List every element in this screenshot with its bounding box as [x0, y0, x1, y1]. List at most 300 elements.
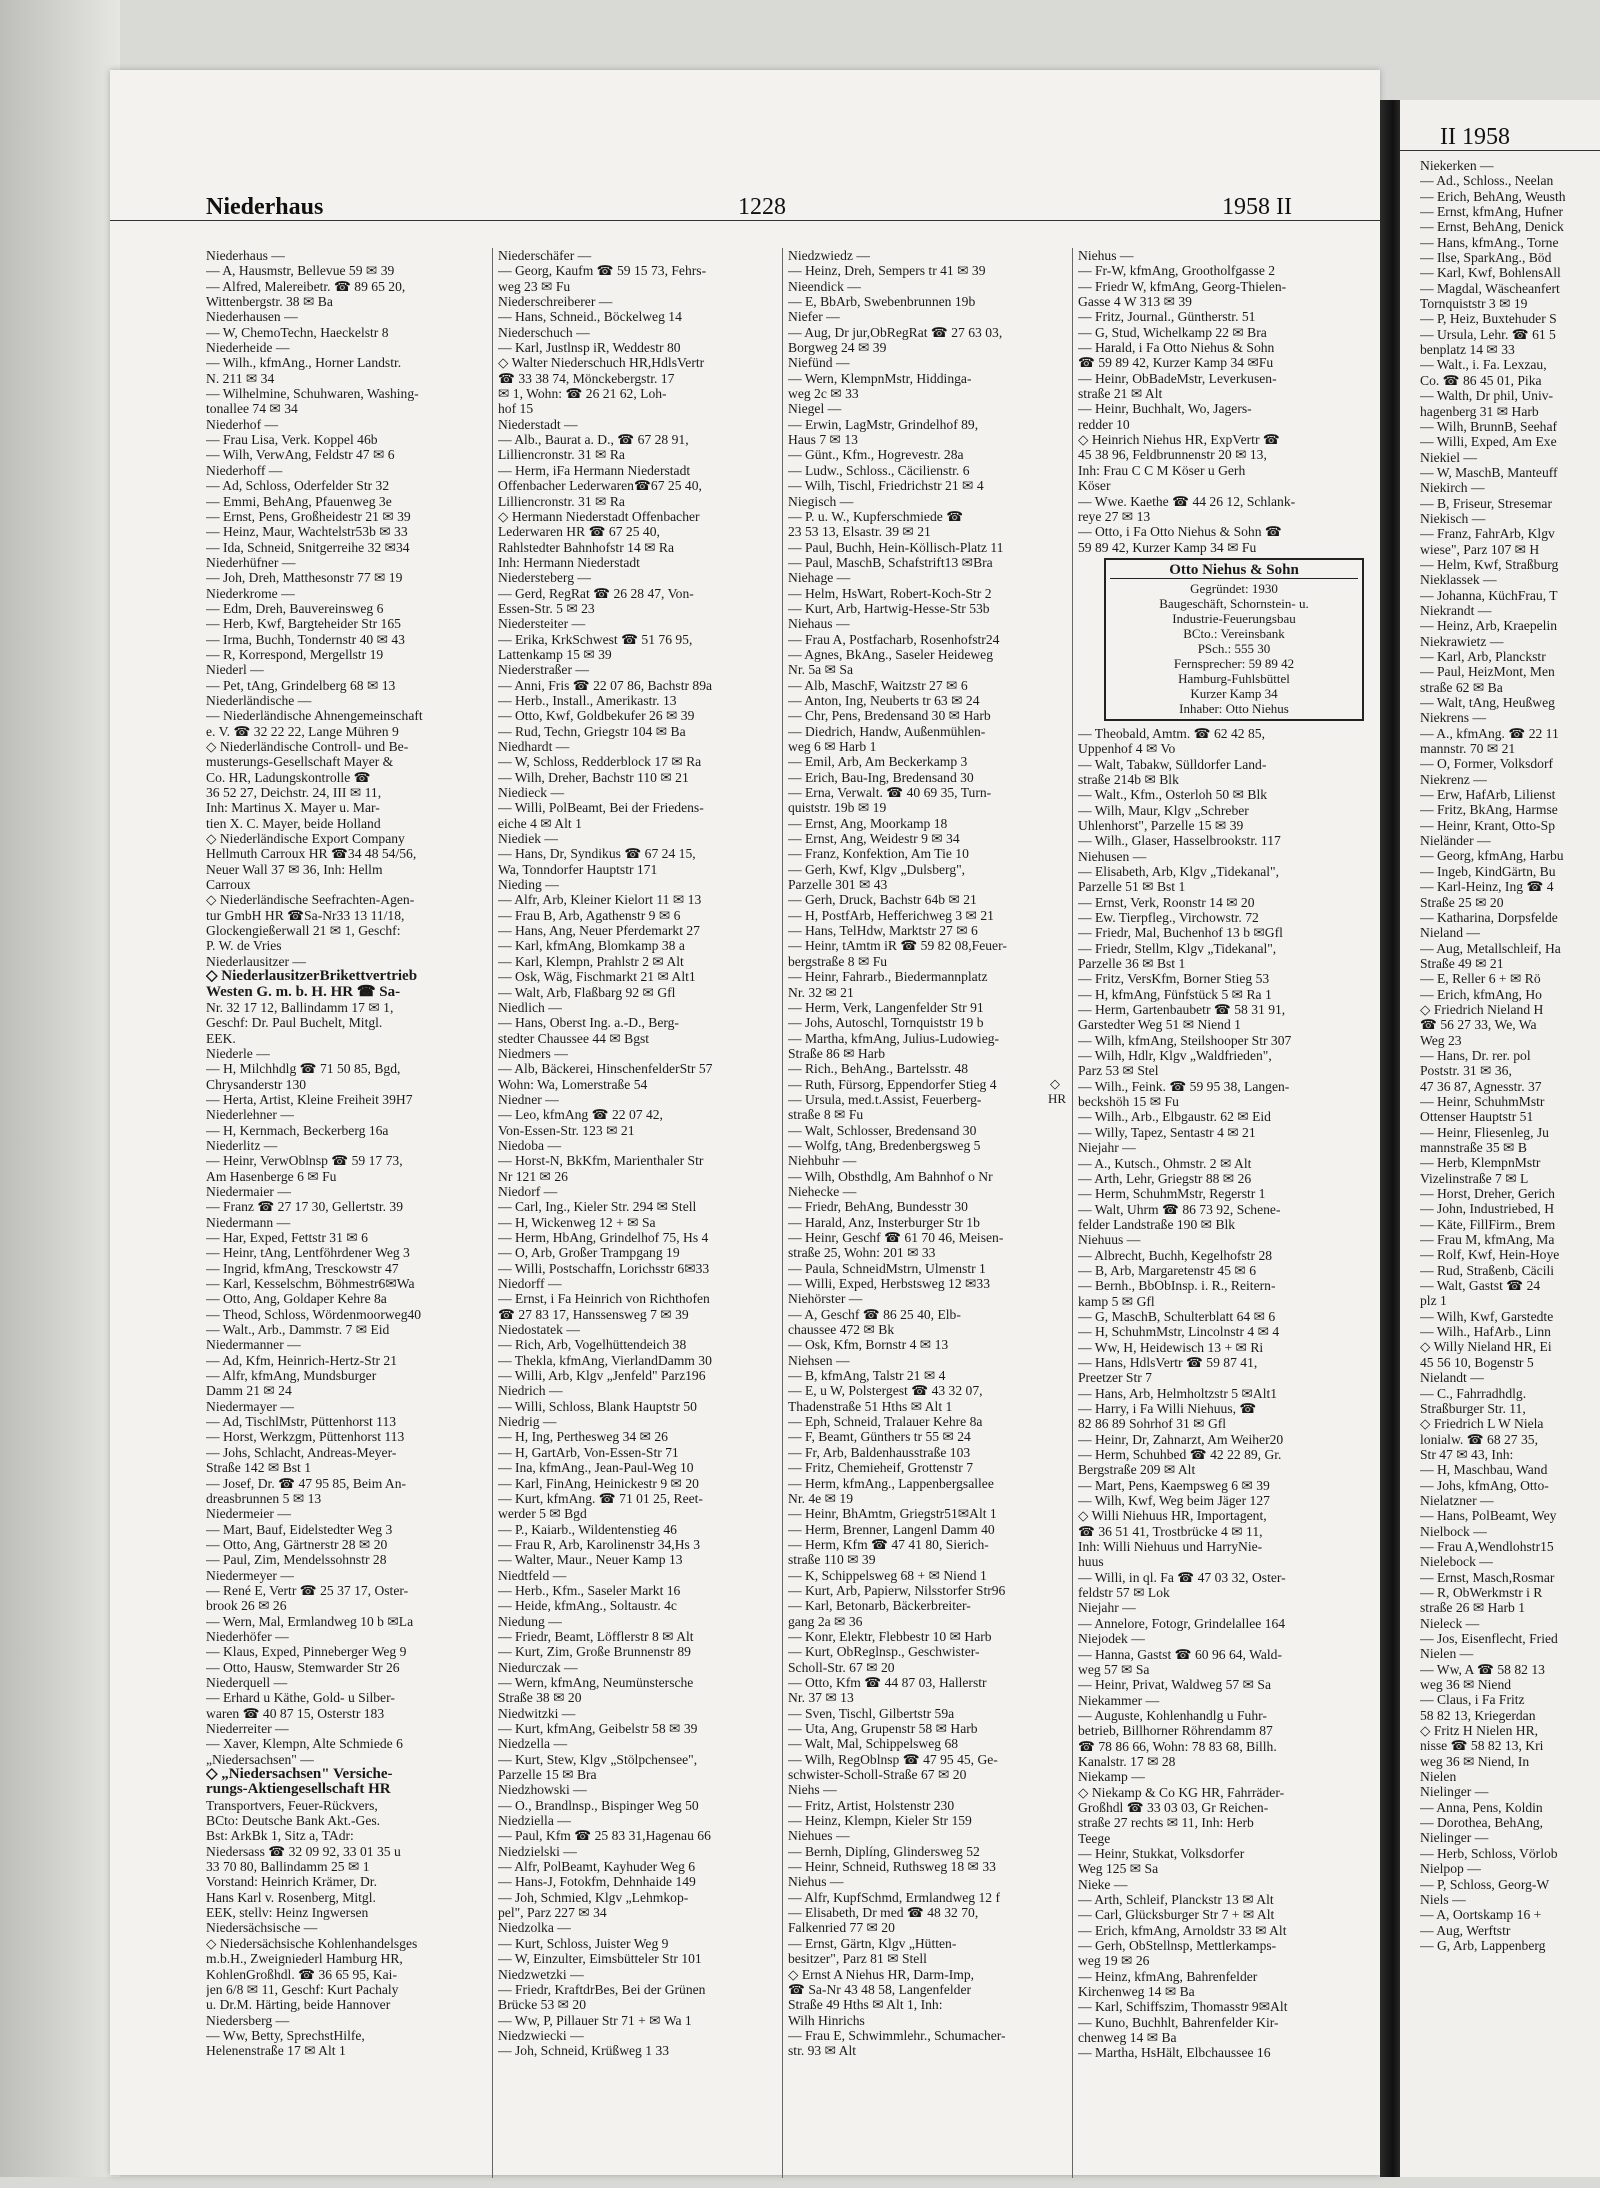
directory-entry: — E, BbArb, Swebenbrunnen 19b [788, 294, 976, 310]
directory-entry: Damm 21 ✉ 24 [206, 1383, 292, 1399]
directory-entry: Niederquell — [206, 1674, 288, 1690]
directory-entry: — Kuno, Buchhlt, Bahrenfelder Kir- [1078, 2014, 1279, 2030]
directory-entry: — Heinr, tAmtm iR ☎ 59 82 08,Feuer- [788, 938, 1007, 954]
directory-entry: tonallee 74 ✉ 34 [206, 401, 298, 417]
directory-entry: — Otto, Kfm ☎ 44 87 03, Hallerstr [788, 1674, 987, 1690]
facing-page-entry: Nieländer — [1420, 833, 1491, 849]
directory-entry: straße 8 ✉ Fu [788, 1107, 864, 1123]
directory-entry: Inh: Frau C C M Köser u Gerh [1078, 462, 1246, 478]
directory-entry: — Heinz, kfmAng, Bahrenfelder [1078, 1968, 1258, 1984]
facing-page-entry: — E, Reller 6 + ✉ Rö [1420, 971, 1541, 987]
facing-page-entry: — R, ObWerkmstr i R [1420, 1584, 1543, 1600]
directory-entry: redder 10 [1078, 416, 1130, 432]
directory-entry: — Heinr, VerwOblnsp ☎ 59 17 73, [206, 1153, 403, 1169]
facing-page-entry: Niekerken — [1420, 158, 1494, 173]
facing-page-entry: ◇ Friedrich L W Niela [1420, 1416, 1544, 1432]
facing-page-entry: 58 82 13, Kriegerdan [1420, 1707, 1536, 1723]
directory-entry: Niediek — [498, 831, 559, 847]
directory-entry: — Osk, Kfm, Bornstr 4 ✉ 13 [788, 1337, 949, 1353]
directory-entry: Niederstadt — [498, 416, 578, 432]
directory-entry: Niederschuch — [498, 324, 590, 340]
directory-entry: — Fritz, VersKfm, Borner Stieg 53 [1078, 971, 1270, 987]
directory-entry: bergstraße 8 ✉ Fu [788, 953, 888, 969]
directory-entry: — Wern, Mal, Ermlandweg 10 b ✉La [206, 1613, 414, 1629]
directory-entry: — Diedrich, Handw, Außenmühlen- [788, 723, 986, 739]
directory-entry: — Karl, Klempn, Prahlstr 2 ✉ Alt [498, 953, 684, 969]
directory-entry: N. 211 ✉ 34 [206, 370, 275, 386]
facing-page-entry: — Walt, tAng, Heußweg [1420, 695, 1555, 711]
directory-entry: — Wilh, RegOblnsp ☎ 47 95 45, Ge- [788, 1751, 998, 1767]
directory-entry: Niedung — [498, 1613, 562, 1629]
directory-entry: — Heinz, Dreh, Sempers tr 41 ✉ 39 [788, 263, 986, 279]
facing-page-entry: — Magdal, Wäscheanfert [1420, 280, 1560, 296]
directory-entry: — Karl, FinAng, Heinickestr 9 ✉ 20 [498, 1475, 699, 1491]
directory-entry: Niedermeier — [206, 1506, 291, 1522]
directory-entry: — Irma, Buchh, Tondernstr 40 ✉ 43 [206, 631, 405, 647]
directory-entry: — Ursula, med.t.Assist, Feuerberg- [788, 1091, 982, 1107]
directory-entry: — Alfr, kfmAng, Mundsburger [206, 1368, 377, 1384]
directory-entry: Niedmers — [498, 1045, 568, 1061]
directory-entry: Straße 142 ✉ Bst 1 [206, 1460, 312, 1476]
facing-page-entry: — Claus, i Fa Fritz [1420, 1692, 1525, 1708]
directory-entry: schwister-Scholl-Straße 67 ✉ 20 [788, 1767, 967, 1783]
directory-entry: Niehus — [1078, 248, 1134, 263]
directory-entry: ◇ Heinrich Niehus HR, ExpVertr ☎ [1078, 432, 1280, 448]
directory-entry: dreasbrunnen 5 ✉ 13 [206, 1490, 322, 1506]
directory-entry: — Leo, kfmAng ☎ 22 07 42, [498, 1107, 663, 1123]
ad-line: Hamburg-Fuhlsbüttel [1178, 670, 1290, 686]
directory-entry: ☎ 78 86 66, Wohn: 78 83 68, Billh. [1078, 1738, 1277, 1754]
directory-entry: — Heide, kfmAng., Soltaustr. 4c [498, 1598, 677, 1614]
side-marker-hr: HR [1048, 1091, 1067, 1106]
facing-page-entry: — Erich, kfmAng, Ho [1420, 986, 1542, 1002]
facing-page-entry: 45 56 10, Bogenstr 5 [1420, 1354, 1534, 1370]
ad-line: Fernsprecher: 59 89 42 [1173, 655, 1295, 671]
column-divider [492, 248, 493, 2178]
directory-entry: — Heinr, Dr, Zahnarzt, Am Weiher20 [1078, 1431, 1284, 1447]
directory-entry: u. Dr.M. Härting, beide Hannover [206, 1997, 391, 2013]
facing-page-entry: — Wilh, BrunnB, Seehaf [1420, 418, 1558, 434]
directory-entry: — Josef, Dr. ☎ 47 95 85, Beim An- [206, 1475, 407, 1491]
directory-entry: Niederreiter — [206, 1721, 289, 1736]
directory-entry: Niedzwetzki — [498, 1966, 584, 1982]
directory-entry: Parzelle 15 ✉ Bra [498, 1767, 597, 1783]
directory-entry: — Ruth, Fürsorg, Eppendorfer Stieg 4 [788, 1076, 997, 1092]
directory-entry: — Emil, Arb, Am Beckerkamp 3 [788, 754, 968, 770]
directory-entry: — Karl, Kesselschm, Böhmestr6✉Wa [206, 1276, 415, 1292]
directory-entry: Niehuus — [1078, 1232, 1141, 1248]
directory-entry: quiststr. 19b ✉ 19 [788, 800, 887, 816]
directory-entry: — Fr-W, kfmAng, Grootholfgasse 2 [1078, 263, 1276, 279]
directory-entry: Niedermanner — [206, 1337, 301, 1353]
directory-entry: — Ew. Tierpfleg., Virchowstr. 72 [1078, 910, 1259, 925]
directory-entry: brook 26 ✉ 26 [206, 1598, 287, 1614]
directory-entry: chenweg 14 ✉ Ba [1078, 2030, 1177, 2046]
directory-entry: — E, u W, Polstergest ☎ 43 32 07, [788, 1383, 983, 1399]
facing-page-entry: Co. ☎ 86 45 01, Pika [1420, 372, 1542, 388]
directory-entry: 45 38 96, Feldbrunnenstr 20 ✉ 13, [1078, 447, 1267, 463]
directory-entry: Niederlehner — [206, 1107, 294, 1123]
directory-entry: Nr. 4e ✉ 19 [788, 1490, 854, 1506]
directory-entry: Niedersass ☎ 32 09 92, 33 01 35 u [206, 1843, 401, 1859]
directory-entry: EEK. [206, 1030, 236, 1046]
facing-page-entry: — Walt., i. Fa. Lexzau, [1420, 357, 1547, 373]
directory-entry: — Hans, Arb, Helmholtzstr 5 ✉Alt1 [1078, 1385, 1278, 1401]
directory-entry: straße 110 ✉ 39 [788, 1552, 876, 1568]
directory-entry: Parzelle 36 ✉ Bst 1 [1078, 956, 1186, 972]
facing-page-entry: — Horst, Dreher, Gerich [1420, 1186, 1555, 1202]
directory-entry: — Hans, HdlsVertr ☎ 59 87 41, [1078, 1354, 1258, 1370]
directory-entry: Niederkrome — [206, 585, 295, 601]
directory-entry: — Kurt, Stew, Klgv „Stölpchensee", [498, 1751, 698, 1767]
directory-entry: — Wilh., Feink. ☎ 59 95 38, Langen- [1078, 1078, 1290, 1094]
directory-entry: Niefünd — [788, 355, 850, 371]
facing-page-entry: Niekiel — [1420, 449, 1478, 465]
facing-page-entry: — A, Oortskamp 16 + [1420, 1907, 1542, 1923]
directory-entry: ◇ „Niedersachsen" Versiche- [206, 1766, 393, 1783]
directory-entry: Niekamp — [1078, 1769, 1145, 1785]
directory-entry: Parz 53 ✉ Stel [1078, 1063, 1159, 1079]
directory-entry: — Karl, kfmAng, Blomkamp 38 a [498, 938, 685, 954]
directory-entry: — Uta, Ang, Grupenstr 58 ✉ Harb [788, 1721, 978, 1736]
directory-entry: — Paul, Zim, Mendelssohnstr 28 [206, 1552, 387, 1568]
directory-entry: — H, GartArb, Von-Essen-Str 71 [498, 1444, 679, 1460]
directory-entry: weg 19 ✉ 26 [1078, 1953, 1150, 1969]
directory-entry: — O., Brandlnsp., Bispinger Weg 50 [498, 1797, 699, 1813]
ad-line: PSch.: 555 30 [1197, 640, 1271, 656]
facing-page-entry: — B, Friseur, Stresemar [1420, 495, 1552, 511]
directory-entry: — Herm, Kfm ☎ 47 41 80, Sierich- [788, 1536, 989, 1552]
directory-entry: — Ernst, Gärtn, Klgv „Hütten- [788, 1935, 957, 1951]
directory-entry: Niedrig — [498, 1414, 557, 1430]
directory-entry: — Joh, Schneid, Krüßweg 1 33 [498, 2043, 670, 2059]
directory-entry: — Fr, Arb, Baldenhausstraße 103 [788, 1444, 971, 1460]
directory-entry: pel", Parz 227 ✉ 34 [498, 1905, 607, 1921]
directory-entry: — Alfr, Arb, Kleiner Kielort 11 ✉ 13 [498, 892, 702, 908]
directory-entry: — Otto, Hausw, Stemwarder Str 26 [206, 1659, 400, 1675]
directory-entry: Niederlausitzer — [206, 953, 307, 969]
facing-page-entry: Niekisch — [1420, 510, 1486, 526]
directory-entry: ✉ 1, Wohn: ☎ 26 21 62, Loh- [498, 386, 667, 402]
facing-page-entry: — Ww, A ☎ 58 82 13 [1420, 1661, 1545, 1677]
directory-entry: ◇ Niedersächsische Kohlenhandelsges [206, 1935, 418, 1951]
directory-entry: — Erich, Bau-Ing, Bredensand 30 [788, 769, 974, 785]
directory-entry: — B, kfmAng, Talstr 21 ✉ 4 [788, 1368, 946, 1384]
directory-entry: — Günt., Kfm., Hogrevestr. 28a [788, 447, 964, 463]
facing-page-entry: — Herb, Schloss, Vörlob [1420, 1845, 1558, 1861]
directory-entry: — Wilh., kfmAng., Horner Landstr. [206, 355, 402, 371]
directory-entry: — Otto, i Fa Otto Niehus & Sohn ☎ [1078, 524, 1282, 540]
facing-page-entry: — Paul, HeizMont, Men [1420, 664, 1555, 680]
ad-line: Gegründet: 1930 [1190, 580, 1278, 596]
directory-entry: — Heinr, Geschf ☎ 61 70 46, Meisen- [788, 1230, 1004, 1245]
directory-entry: Niederhaus — [206, 248, 285, 263]
directory-entry: waren ☎ 40 87 15, Osterstr 183 [206, 1705, 385, 1721]
directory-entry: — Wwe. Kaethe ☎ 44 26 12, Schlank- [1078, 493, 1296, 509]
directory-entry: ☎ 27 83 17, Hanssensweg 7 ✉ 39 [498, 1306, 689, 1322]
facing-page-entry: — Hans, PolBeamt, Wey [1420, 1508, 1557, 1524]
facing-page-entry: — Ursula, Lehr. ☎ 61 5 [1420, 326, 1556, 342]
facing-page-entry: — Katharina, Dorpsfelde [1420, 909, 1558, 925]
directory-entry: 82 86 89 Sohrhof 31 ✉ Gfl [1078, 1416, 1227, 1432]
directory-entry: Rahlstedter Bahnhofstr 14 ✉ Ra [498, 539, 674, 555]
directory-entry: — Walt., Arb., Dammstr. 7 ✉ Eid [206, 1322, 390, 1338]
directory-entry: Niedzielski — [498, 1843, 577, 1859]
facing-page-entry: — Frau A,Wendlohstr15 [1420, 1538, 1554, 1554]
directory-entry: Niederhöfer — [206, 1628, 289, 1644]
directory-entry: — Martha, HsHält, Elbchaussee 16 [1078, 2045, 1271, 2061]
directory-entry: Niehbuhr — [788, 1153, 857, 1169]
directory-entry: Nr. 32 ✉ 21 [788, 984, 854, 1000]
directory-entry: — Willi, Arb, Klgv „Jenfeld" Parz196 [498, 1368, 706, 1384]
directory-entry: Niehsen — [788, 1352, 850, 1368]
facing-page-entry: — W, MaschB, Manteuff [1420, 464, 1558, 480]
directory-entry: musterungs-Gesellschaft Mayer & [206, 754, 394, 770]
directory-entry: Teege [1078, 1830, 1111, 1846]
directory-entry: Niederhoff — [206, 462, 283, 478]
facing-page-entry: — Karl-Heinz, Ing ☎ 4 [1420, 879, 1554, 895]
facing-page-entry: — Frau M, kfmAng, Ma [1420, 1232, 1555, 1248]
directory-entry: Helenenstraße 17 ✉ Alt 1 [206, 2043, 346, 2059]
directory-entry: — Karl, Schiffszim, Thomasstr 9✉Alt [1078, 1999, 1288, 2015]
directory-entry: felder Landstraße 190 ✉ Blk [1078, 1216, 1236, 1232]
facing-page-entry: — Käte, FillFirm., Brem [1420, 1216, 1556, 1232]
directory-entry: weg 57 ✉ Sa [1078, 1661, 1150, 1677]
directory-entry: Von-Essen-Str. 123 ✉ 21 [498, 1122, 635, 1138]
page-header [110, 180, 1380, 221]
directory-entry: — Paul, Kfm ☎ 25 83 31,Hagenau 66 [498, 1828, 711, 1844]
facing-page-entry: ◇ Willy Nieland HR, Ei [1420, 1339, 1552, 1355]
directory-entry: — Friedr, BehAng, Bundesstr 30 [788, 1199, 968, 1215]
directory-entry: — Johs, Autoschl, Tornquiststr 19 b [788, 1015, 984, 1031]
directory-entry: — Kurt, Schloss, Juister Weg 9 [498, 1935, 669, 1951]
directory-entry: — Ernst, Ang, Moorkamp 18 [788, 815, 948, 831]
facing-page-entry: — Heinr, Krant, Otto-Sp [1420, 817, 1555, 833]
directory-entry: Niederschäfer — [498, 248, 592, 263]
directory-entry: Hans Karl v. Rosenberg, Mitgl. [206, 1889, 376, 1905]
directory-entry: — Hans, Schneid., Böckelweg 14 [498, 309, 682, 325]
directory-entry: — A, Hausmstr, Bellevue 59 ✉ 39 [206, 263, 395, 279]
directory-entry: — Ernst, i Fa Heinrich von Richthofen [498, 1291, 710, 1307]
directory-entry: — Kurt, kfmAng, Geibelstr 58 ✉ 39 [498, 1721, 698, 1736]
directory-entry: Niederländische — [206, 692, 312, 708]
directory-entry: hof 15 [498, 401, 534, 417]
directory-entry: — Ww, H, Heidewisch 13 + ✉ Ri [1078, 1339, 1264, 1355]
facing-page-entry: — Georg, kfmAng, Harbu [1420, 848, 1564, 864]
directory-entry: Niederhof — [206, 416, 279, 432]
directory-entry: Niedziella — [498, 1813, 571, 1829]
directory-entry: ◇ Hermann Niederstadt Offenbacher [498, 508, 700, 524]
facing-page-entry: — P, Heiz, Buxtehuder S [1420, 311, 1557, 327]
directory-entry: Niedwitzki — [498, 1705, 576, 1721]
directory-entry: Niedermayer — [206, 1398, 294, 1414]
directory-entry: Niekammer — [1078, 1692, 1160, 1708]
directory-entry: — Carl, Glücksburger Str 7 + ✉ Alt [1078, 1907, 1275, 1923]
directory-entry: 59 89 42, Kurzer Kamp 34 ✉ Fu [1078, 539, 1257, 555]
directory-entry: Lilliencronstr. 31 ✉ Ra [498, 447, 625, 463]
directory-entry: — Wern, kfmAng, Neumünstersche [498, 1674, 694, 1690]
page-number: 1228 [738, 194, 786, 220]
directory-entry: — Ingrid, kfmAng, Tresckowstr 47 [206, 1260, 399, 1276]
directory-entry: — Walt, Schlosser, Bredensand 30 [788, 1122, 977, 1138]
directory-entry: Geschf: Dr. Paul Buchelt, Mitgl. [206, 1015, 383, 1031]
directory-entry: — Mart, Pens, Kaempsweg 6 ✉ 39 [1078, 1477, 1270, 1493]
facing-page-entry: Nielinger — [1420, 1830, 1489, 1846]
directory-entry: — Ida, Schneid, Snitgerreihe 32 ✉34 [206, 539, 410, 555]
facing-page-entry: mannstr. 70 ✉ 21 [1420, 741, 1516, 757]
directory-entry: — Willi, Exped, Herbstsweg 12 ✉33 [788, 1276, 991, 1292]
facing-page [1400, 100, 1600, 2177]
directory-entry: besitzer", Parz 81 ✉ Stell [788, 1951, 927, 1967]
directory-entry: — Willy, Tapez, Sentastr 4 ✉ 21 [1078, 1124, 1256, 1140]
directory-entry: Uppenhof 4 ✉ Vo [1078, 741, 1176, 757]
directory-entry: Nr. 32 17 12, Ballindamm 17 ✉ 1, [206, 999, 394, 1015]
directory-entry: Wilh Hinrichs [788, 2012, 865, 2028]
directory-entry: — P. u. W., Kupferschmiede ☎ [788, 508, 964, 524]
directory-entry: — Kurt, Zim, Große Brunnenstr 89 [498, 1644, 691, 1660]
facing-page-entry: — Walt, Gastst ☎ 24 [1420, 1278, 1541, 1294]
directory-entry: — Wilh., Glaser, Hasselbrookstr. 117 [1078, 833, 1281, 849]
facing-page-entry: — Ad., Schloss., Neelan [1420, 173, 1554, 189]
column-divider [1072, 248, 1073, 2178]
facing-page-entry: Niekrens — [1420, 710, 1487, 726]
directory-entry: Niederhausen — [206, 309, 298, 325]
facing-page-entry: — Ernst, BehAng, Denick [1420, 219, 1564, 235]
facing-page-entry: lonialw. ☎ 68 27 35, [1420, 1431, 1538, 1447]
directory-entry: — Har, Exped, Fettstr 31 ✉ 6 [206, 1230, 368, 1245]
directory-entry: ◇ NiederlausitzerBrikettvertrieb [206, 968, 418, 985]
directory-entry: Brücke 53 ✉ 20 [498, 1997, 587, 2013]
directory-entry: — Willi, Postschaffn, Lorichsstr 6✉33 [498, 1260, 710, 1276]
directory-entry: Niedieck — [498, 785, 565, 801]
facing-page-entry: — A., kfmAng. ☎ 22 11 [1420, 725, 1559, 741]
directory-entry: — Walt, Mal, Schippelsweg 68 [788, 1736, 959, 1752]
directory-entry: — Anni, Fris ☎ 22 07 86, Bachstr 89a [498, 677, 713, 693]
facing-page-entry: Nielatzner — [1420, 1492, 1494, 1508]
directory-entry: — Paula, SchneidMstrn, Ulmenstr 1 [788, 1260, 986, 1276]
facing-page-entry: — Johs, kfmAng, Otto- [1420, 1477, 1549, 1493]
column-divider [782, 248, 783, 2178]
directory-entry: — Erhard u Käthe, Gold- u Silber- [206, 1690, 395, 1706]
facing-page-entry: — Franz, FahrArb, Klgv [1420, 526, 1555, 542]
directory-entry: — Alfr, KupfSchmd, Ermlandweg 12 f [788, 1889, 1001, 1905]
directory-entry: gang 2a ✉ 36 [788, 1613, 863, 1629]
facing-page-entry: — Wilh., HafArb., Linn [1420, 1324, 1551, 1340]
directory-entry: „Niedersachsen" — [206, 1751, 314, 1767]
facing-page-entry: straße 62 ✉ Ba [1420, 679, 1503, 695]
directory-entry: — René E, Vertr ☎ 25 37 17, Oster- [206, 1582, 409, 1598]
directory-entry: — Ludw., Schloss., Cäcilienstr. 6 [788, 462, 970, 478]
directory-entry: weg 2c ✉ 33 [788, 386, 859, 402]
directory-entry: — Arth, Lehr, Griegstr 88 ✉ 26 [1078, 1170, 1252, 1186]
directory-entry: — Walter, Maur., Neuer Kamp 13 [498, 1552, 683, 1568]
directory-entry: — P., Kaiarb., Wildentenstieg 46 [498, 1521, 677, 1537]
directory-entry: Niedzhowski — [498, 1782, 587, 1798]
directory-entry: ◇ Niederländische Seefrachten-Agen- [206, 892, 415, 908]
directory-entry: — Frau E, Schwimmlehr., Schumacher- [788, 2027, 1006, 2043]
directory-entry: 23 53 13, Elsastr. 39 ✉ 21 [788, 524, 931, 540]
directory-entry: — Alb., Baurat a. D., ☎ 67 28 91, [498, 432, 689, 448]
directory-entry: — Herm, Brenner, Langenl Damm 40 [788, 1521, 995, 1537]
directory-entry: — Kurt, kfmAng. ☎ 71 01 25, Reet- [498, 1490, 703, 1506]
directory-entry: reye 27 ✉ 13 [1078, 508, 1151, 524]
directory-entry: Transportvers, Feuer-Rückvers, [206, 1797, 378, 1813]
directory-entry: Niehage — [788, 570, 851, 586]
directory-entry: EEK, stellv: Heinz Ingwersen [206, 1905, 369, 1921]
directory-entry: — Walt, Arb, Flaßbarg 92 ✉ Gfl [498, 984, 676, 1000]
facing-page-entry: plz 1 [1420, 1293, 1447, 1309]
directory-entry: — Mart, Bauf, Eidelstedter Weg 3 [206, 1521, 393, 1537]
ad-line: BCto.: Vereinsbank [1183, 625, 1285, 641]
directory-entry: Nr. 37 ✉ 13 [788, 1690, 854, 1706]
column-2 [498, 248, 776, 2188]
facing-page-entry: Niels — [1420, 1891, 1466, 1907]
directory-entry: Niejodek — [1078, 1631, 1145, 1647]
facing-page-entry: — Heinr, Fliesenleg, Ju [1420, 1124, 1549, 1140]
directory-entry: Niehaus — [788, 616, 850, 632]
directory-entry: Uhlenhorst", Parzelle 15 ✉ 39 [1078, 817, 1244, 833]
directory-entry: BCto: Deutsche Bank Akt.-Ges. [206, 1813, 381, 1829]
facing-page-entry: Nielandt — [1420, 1370, 1484, 1386]
directory-entry: — Karl, Betonarb, Bäckerbreiter- [788, 1598, 971, 1614]
directory-entry: — G, MaschB, Schulterblatt 64 ✉ 6 [1078, 1308, 1276, 1324]
directory-entry: — Helm, HsWart, Robert-Koch-Str 2 [788, 585, 992, 601]
directory-entry: — B, Arb, Margaretenstr 45 ✉ 6 [1078, 1262, 1257, 1278]
directory-entry: Niedersteiter — [498, 616, 586, 632]
directory-entry: Neuer Wall 37 ✉ 36, Inh: Hellm [206, 861, 383, 877]
facing-page-entry: mannstraße 35 ✉ B [1420, 1140, 1527, 1155]
directory-entry: — Harald, Anz, Insterburger Str 1b [788, 1214, 980, 1230]
facing-page-entry: — G, Arb, Lappenberg [1420, 1937, 1546, 1953]
facing-page-entry: Straßburger Str. 11, [1420, 1400, 1526, 1416]
directory-entry: — Heinr, Privat, Waldweg 57 ✉ Sa [1078, 1677, 1271, 1693]
directory-entry: — Ernst, Verk, Roonstr 14 ✉ 20 [1078, 894, 1255, 910]
directory-entry: Wohn: Wa, Lomerstraße 54 [498, 1076, 648, 1092]
facing-page-entry: ☎ 56 27 33, We, Wa [1420, 1017, 1537, 1033]
facing-page-entry: — P, Schloss, Georg-W [1420, 1876, 1550, 1892]
ad-line: Industrie-Feuerungsbau [1172, 610, 1296, 626]
directory-entry: Niedlich — [498, 999, 562, 1015]
facing-page-entry: — Walth, Dr phil, Univ- [1420, 388, 1554, 404]
directory-entry: — Ad, Schloss, Oderfelder Str 32 [206, 478, 390, 494]
directory-entry: — Elisabeth, Arb, Klgv „Tidekanal", [1078, 863, 1279, 879]
directory-entry: — Otto, Ang, Gärtnerstr 28 ✉ 20 [206, 1536, 388, 1552]
directory-entry: — Frau B, Arb, Agathenstr 9 ✉ 6 [498, 907, 681, 923]
facing-page-entry: Str 47 ✉ 43, Inh: [1420, 1446, 1514, 1462]
directory-entry: Falkenried 77 ✉ 20 [788, 1920, 895, 1936]
facing-page-entry: hagenberg 31 ✉ Harb [1420, 403, 1539, 419]
directory-entry: — Herm, HbAng, Grindelhof 75, Hs 4 [498, 1230, 709, 1245]
directory-entry: — Paul, MaschB, Schafstrift13 ✉Bra [788, 554, 993, 570]
directory-entry: — Arth, Schleif, Planckstr 13 ✉ Alt [1078, 1892, 1274, 1907]
side-marker-diamond: ◇ [1050, 1076, 1060, 1091]
directory-entry: Niedzwiedz — [788, 248, 870, 263]
directory-entry: Niederschreiberer — [498, 294, 613, 310]
column-1 [206, 248, 486, 2188]
directory-entry: — Auguste, Kohlenhandlg u Fuhr- [1078, 1707, 1267, 1723]
facing-page-entry: Nielen [1420, 1769, 1457, 1785]
directory-entry: — Martha, kfmAng, Julius-Ludowieg- [788, 1030, 1000, 1046]
directory-entry: — Wilh., Arb., Elbgaustr. 62 ✉ Eid [1078, 1109, 1271, 1125]
directory-entry: — Georg, Kaufm ☎ 59 15 73, Fehrs- [498, 263, 707, 279]
facing-page-entry: wiese", Parz 107 ✉ H [1420, 541, 1540, 557]
facing-page-entry: — Dorothea, BehAng, [1420, 1815, 1544, 1831]
directory-entry: 36 52 27, Deichstr. 24, III ✉ 11, [206, 785, 382, 801]
directory-entry: Niejahr — [1078, 1600, 1136, 1616]
directory-entry: — Wern, KlempnMstr, Hiddinga- [788, 370, 972, 386]
directory-entry: ◇ Willi Niehuus HR, Importagent, [1078, 1508, 1267, 1524]
facing-page-entry: Nielebock — [1420, 1554, 1493, 1570]
